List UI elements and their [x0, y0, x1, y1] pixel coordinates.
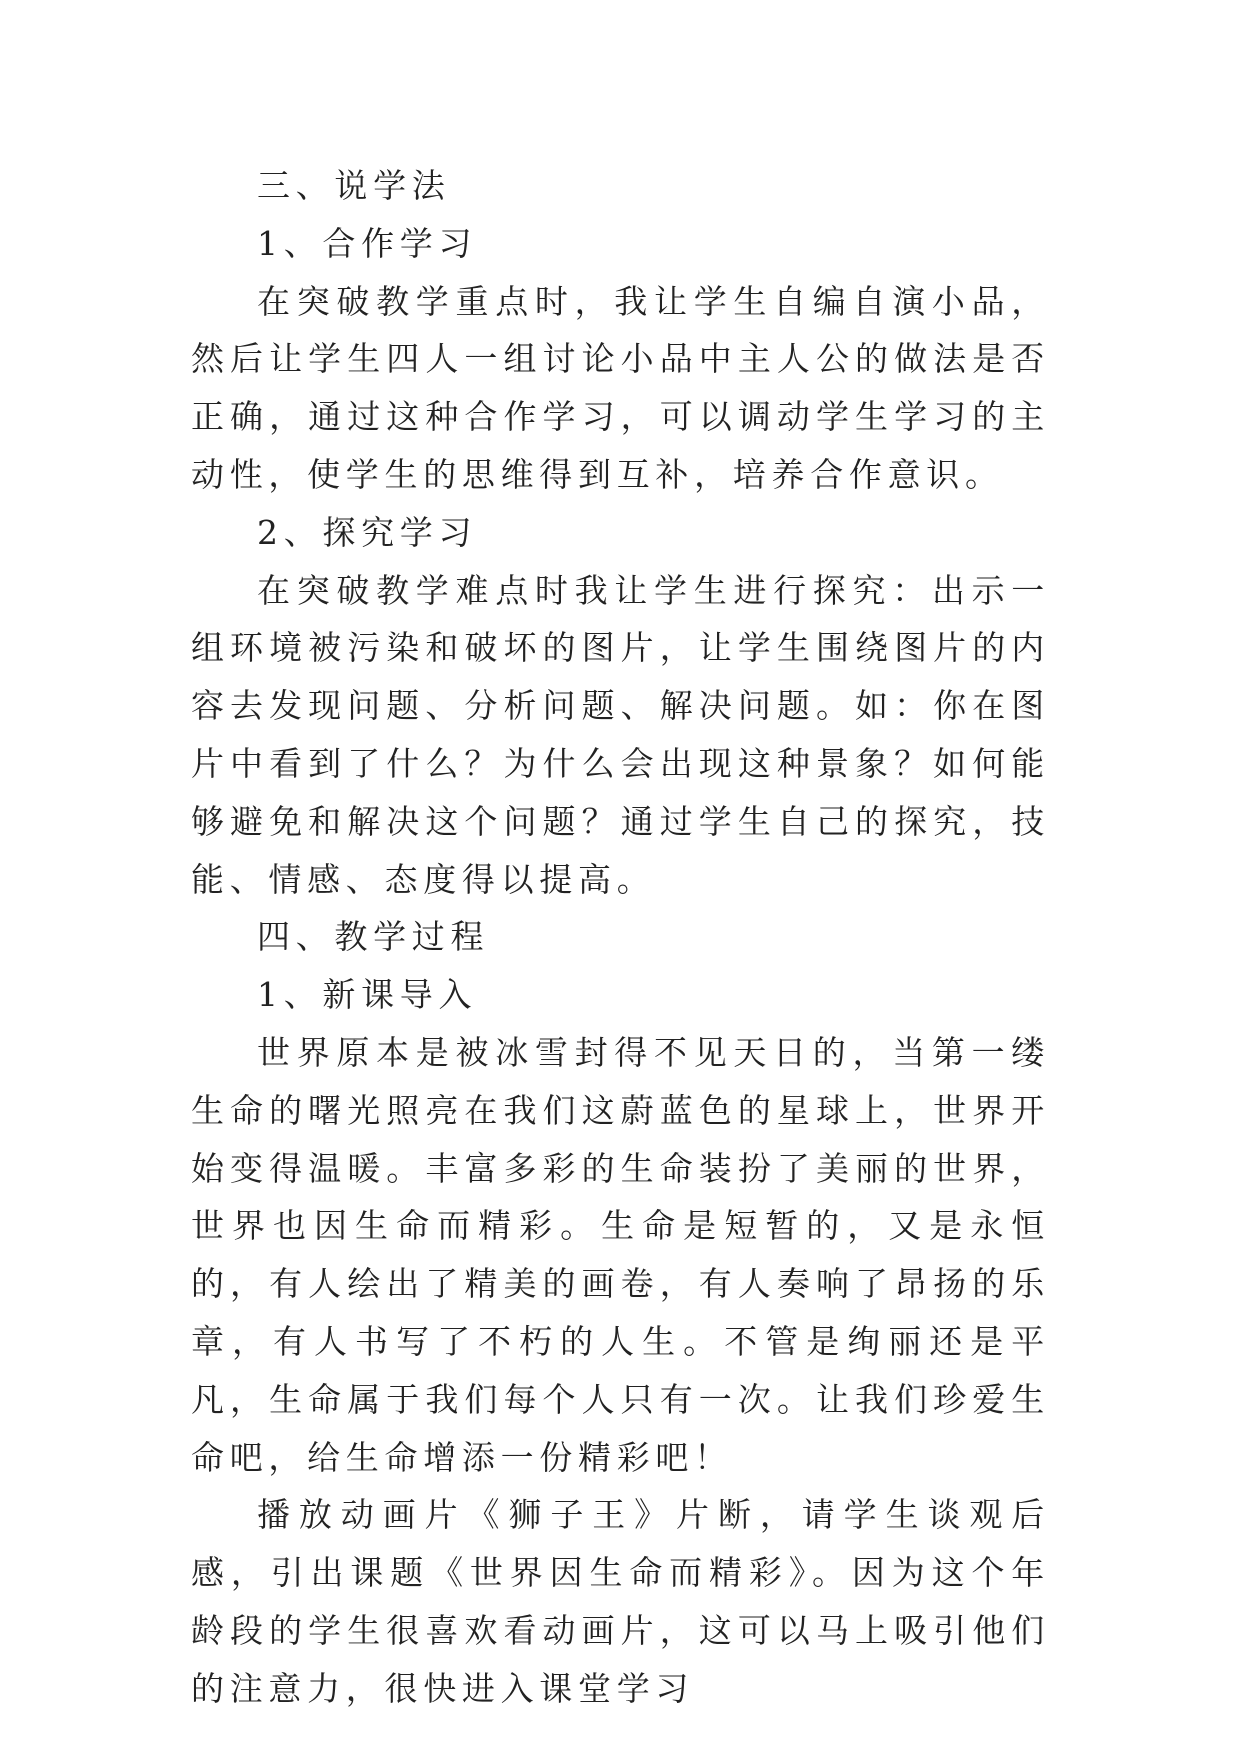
paragraph-lesson-intro: 世界原本是被冰雪封得不见天日的，当第一缕生命的曙光照亮在我们这蔚蓝色的星球上，世界开始变得温暖。丰富多彩的生命装扮了美丽的世界，世界也因生命而精彩。生命是短暂的，又是永恒的，有人绘出了精美的画卷，有人奏响了昂扬的乐章，有人书写了不朽的人生。不管是绚丽还是平凡，生命属于我们每个人只有一次。让我们珍爱生命吧，给生命增添一份精彩吧！: [191, 1032, 1050, 1477]
subheading-inquiry-learning: 2、探究学习: [257, 512, 478, 552]
document-body: [191, 157, 1050, 1718]
subheading-lesson-intro: 1、新课导入: [257, 975, 478, 1015]
section-heading-teaching-process: 四、教学过程: [257, 917, 490, 957]
paragraph-lion-king: 播放动画片《狮子王》片断，请学生谈观后感，引出课题《世界因生命而精彩》。因为这个年龄段的学生很喜欢看动画片，这可以马上吸引他们的注意力，很快进入课堂学习: [191, 1495, 1050, 1708]
section-heading-study-methods: 三、说学法: [257, 166, 451, 205]
subheading-cooperative-learning: 1、合作学习: [257, 223, 478, 263]
paragraph-cooperative-learning: 在突破教学重点时，我让学生自编自演小品，然后让学生四人一组讨论小品中主人公的做法是否正确，通过这种合作学习，可以调动学生学习的主动性，使学生的思维得到互补，培养合作意识。: [191, 281, 1050, 494]
paragraph-inquiry-learning: 在突破教学难点时我让学生进行探究：出示一组环境被污染和破坏的图片，让学生围绕图片的内容去发现问题、分析问题、解决问题。如：你在图片中看到了什么？为什么会出现这种景象？如何能够避免和解决这个问题？通过学生自己的探究，技能、情感、态度得以提高。: [191, 570, 1050, 899]
